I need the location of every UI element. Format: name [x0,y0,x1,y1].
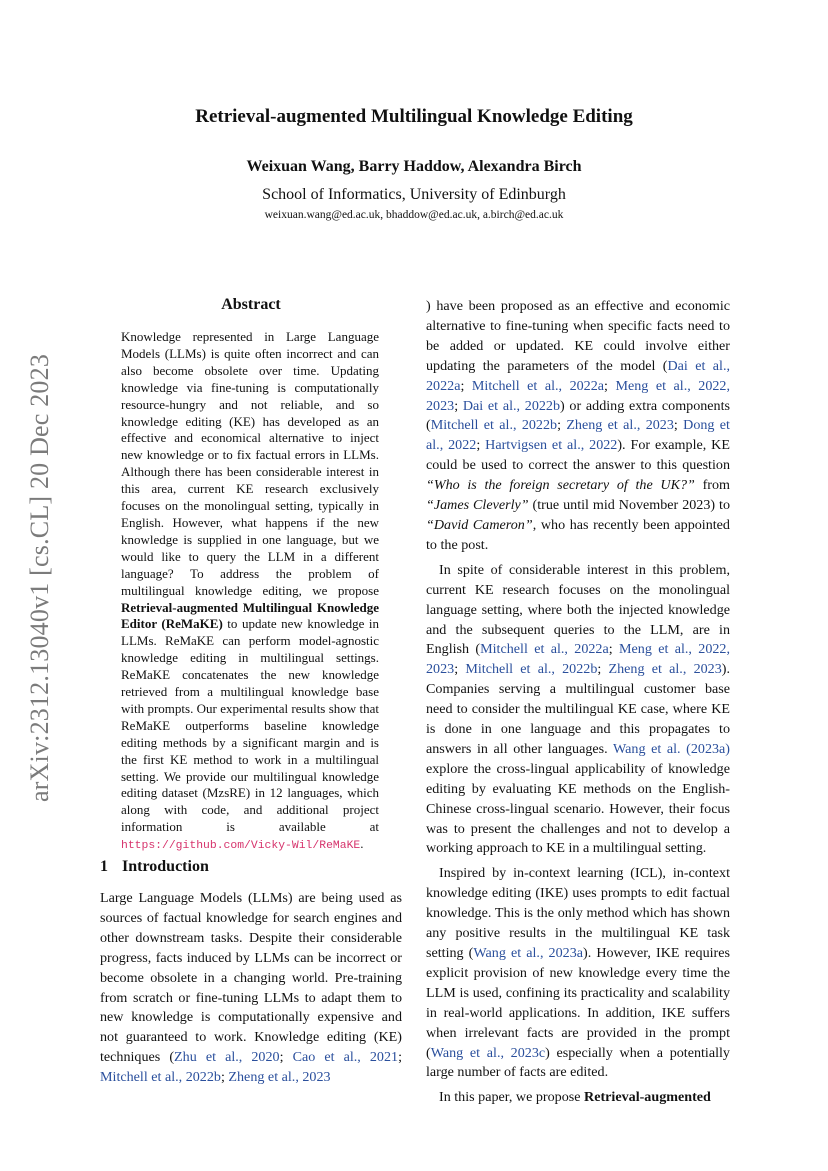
citation-link[interactable]: Mitchell et al., 2022a [480,641,609,658]
system-name: Retrieval-augmented [584,1089,711,1106]
abstract-heading: Abstract [221,296,281,313]
intro-paragraph-3: Inspired by in-context learning (ICL), in-context knowledge editing (IKE) uses prompts to edit factual knowledge. This is the only method which has shown any positive results in the multilingual KE task setting (Wang et al., 2023a). However, IKE requires explicit provision of new knowledge every time the LLM is used, confining its practicality and scalability in real-world applications. In addition, IKE suffers when irrelevant facts are provided in the prompt (Wang et al., 2023c) especially when a potentially large number of facts are edited. [426,865,730,1081]
citation-link[interactable]: Meng et al., 2022, 2023 [426,641,730,678]
citation-link[interactable]: Mitchell et al., 2022b [465,661,598,678]
abstract-body: Knowledge represented in Large Language Models (LLMs) is quite often incorrect and can also become obsolete over time. Updating knowledge via fine-tuning is computationally resource-hungry and not reliable, and so knowledge editing (KE) has developed as an effective and economical alternative to inject new knowledge or to fix factual errors in LLMs. Although there has been considerable interest in this area, current KE research exclusively focuses on the monolingual setting, typically in English. However, what happens if the new knowledge is supplied in one language, but we would like to query the LLM in a different language? To address the problem of multilingual knowledge editing, we propose Retrieval-augmented Multilingual Knowledge Editor (ReMaKE) to update new knowledge in LLMs. ReMaKE can perform model-agnostic knowledge editing in multilingual settings. ReMaKE concatenates the new knowledge retrieved from a multilingual knowledge base with prompts. Our experimental results show that ReMaKE outperforms baseline knowledge editing methods by a significant margin and is the first KE method to work in a multilingual setting. We provide our multilingual knowledge editing dataset (MzsRE) in 12 languages, which along with code, and additional project information is available at https://github.com/Vicky-Wil/ReMaKE. [121,329,379,853]
example-old-answer: “James Cleverly” [426,497,529,514]
example-question: “Who is the foreign secretary of the UK?” [426,477,695,494]
citation-link[interactable]: Cao et al., 2021 [292,1049,399,1066]
intro-paragraph-1b: ) have been proposed as an effective and economic alternative to fine-tuning when specific facts need to be added or updated. KE could involve either updating the parameters of the model (Dai et al., 2022a; Mitchell et al., 2022a; Meng et al., 2022, 2023; Dai et al., 2022b) or adding extra components (Mitchell et al., 2022b; Zheng et al., 2023; Dong et al., 2022; Hartvigsen et al., 2022). For example, KE could be used to correct the answer to this question “Who is the foreign secretary of the UK?” from “James Cleverly” (true until mid November 2023) to “David Cameron”, who has recently been appointed to the post. [426,298,730,553]
intro-paragraph-1a: Large Language Models (LLMs) are being used as sources of factual knowledge for search engines and other downstream tasks. Despite their considerable progress, facts induced by LLMs can be incorrect or become obsolete in a changing world. Pre-training from scratch or fine-tuning LLMs to adapt them to new knowledge is computationally expensive and not guaranteed to work. Knowledge editing (KE) techniques (Zhu et al., 2020; Cao et al., 2021; Mitchell et al., 2022b; Zheng et al., 2023 [100,890,402,1086]
intro-paragraph-4: In this paper, we propose Retrieval-augmented [439,1089,711,1106]
section-heading-introduction: 1 Introduction [100,858,209,875]
citation-link[interactable]: Mitchell et al., 2022b [100,1069,221,1086]
citation-link[interactable]: Hartvigsen et al., 2022 [485,437,618,454]
author-emails: weixuan.wang@ed.ac.uk, bhaddow@ed.ac.uk, a.birch@ed.ac.uk [264,209,564,221]
intro-paragraph-2: In spite of considerable interest in this problem, current KE research focuses on the monolingual language setting, where both the injected knowledge and the subsequent queries to the LLM, are in English (Mitchell et al., 2022a; Meng et al., 2022, 2023; Mitchell et al., 2022b; Zheng et al., 2023). Companies serving a multilingual customer base need to consider the multilingual KE case, where KE is done in one language and this propagates to answers in all other languages. Wang et al. (2023a) explore the cross-lingual applicability of knowledge editing by evaluating KE methods on the English-Chinese cross-lingual scenario. However, their focus was to present the challenges and not to develop a working approach to KE in a multilingual setting. [426,561,730,857]
system-name: Retrieval-augmented Multilingual Knowledge Editor (ReMaKE) [121,599,379,632]
citation-link[interactable]: Dong et al., 2022 [426,417,730,454]
authors: Weixuan Wang, Barry Haddow, Alexandra Birch [246,158,582,175]
citation-link[interactable]: Dai et al., 2022b [462,397,561,414]
citation-link[interactable]: Meng et al., 2022, 2023 [426,377,730,414]
citation-link[interactable]: Dai et al., 2022a [426,357,730,394]
citation-link[interactable]: Wang et al. (2023a) [613,740,730,757]
example-new-answer: “David Cameron” [426,516,533,533]
paper-title: Retrieval-augmented Multilingual Knowledge Editing [195,106,633,127]
arxiv-identifier: arXiv:2312.13040v1 [cs.CL] 20 Dec 2023 [25,353,55,803]
left-column-text [100,889,402,1088]
citation-link[interactable]: Zheng et al., 2023 [608,661,722,678]
citation-link[interactable]: Zheng et al., 2023 [228,1069,331,1086]
citation-link[interactable]: Wang et al., 2023c [430,1044,546,1061]
citation-link[interactable]: Mitchell et al., 2022b [430,417,558,434]
repo-link[interactable]: https://github.com/Vicky-Wil/ReMaKE [121,840,361,853]
citation-link[interactable]: Zhu et al., 2020 [174,1049,280,1066]
citation-link[interactable]: Zheng et al., 2023 [566,417,674,434]
citation-link[interactable]: Wang et al., 2023a [473,945,584,961]
affiliation: School of Informatics, University of Edinburgh [262,186,566,203]
right-column-text [426,297,730,1108]
citation-link[interactable]: Mitchell et al., 2022a [471,377,605,394]
